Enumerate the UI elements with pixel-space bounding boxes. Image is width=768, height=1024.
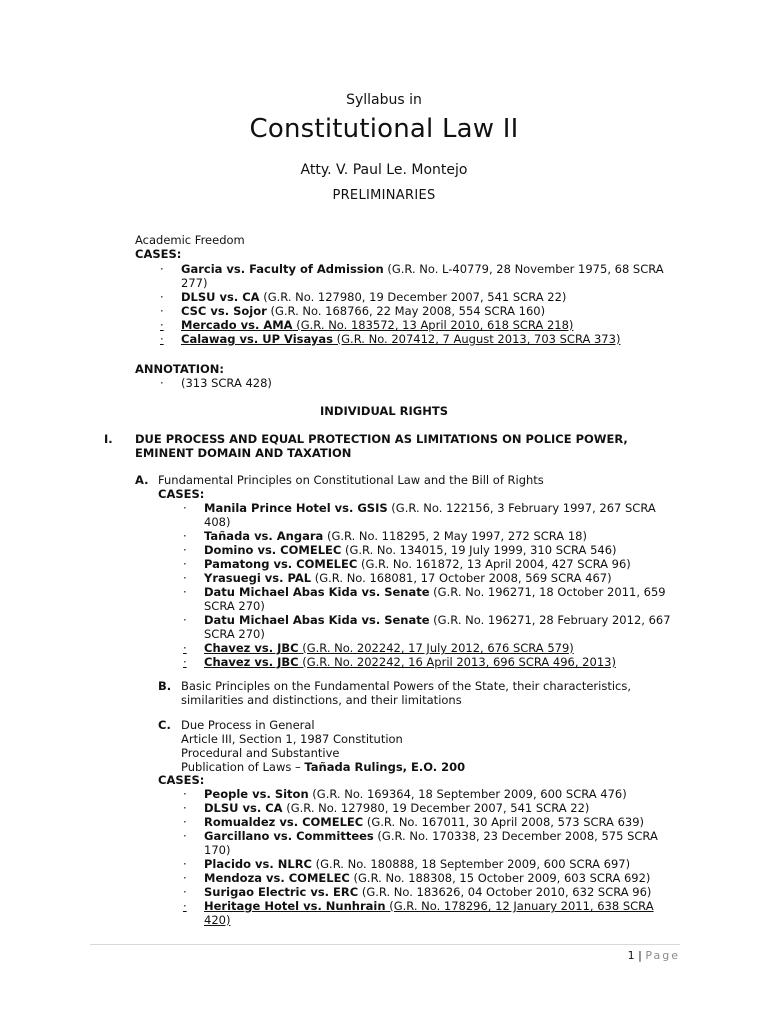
bullet-icon: ·: [183, 613, 187, 627]
section-numeral: I.: [104, 432, 113, 446]
bullet-icon: ·: [183, 801, 187, 815]
part-b-text: Basic Principles on the Fundamental Powers of the State, their characteristics, similarities and distinctions, and their limitations: [181, 679, 631, 707]
bullet-icon: ·: [160, 262, 164, 276]
bullet-icon: ·: [183, 829, 187, 843]
academic-freedom-section: [135, 233, 675, 261]
part-c-case-list: [183, 787, 679, 927]
part-c-line: Procedural and Substantive: [181, 746, 340, 760]
case-name: Manila Prince Hotel vs. GSIS: [204, 501, 388, 515]
page-number: 1: [627, 949, 635, 962]
section-title: DUE PROCESS AND EQUAL PROTECTION AS LIMITATIONS ON POLICE POWER, EMINENT DOMAIN AND TAXATION: [135, 432, 628, 460]
case-name: Calawag vs. UP Visayas: [181, 332, 333, 346]
part-a-case-list: [183, 501, 679, 669]
preliminaries-heading: PRELIMINARIES: [332, 188, 436, 203]
part-c-line: [181, 760, 631, 774]
syllabus-subtitle: Syllabus in: [346, 92, 422, 108]
case-item: [183, 641, 679, 655]
case-name: Yrasuegi vs. PAL: [204, 571, 312, 585]
case-citation: (G.R. No. 168081, 17 October 2008, 569 SCRA 467): [311, 571, 612, 585]
case-citation: (G.R. No. 168766, 22 May 2008, 554 SCRA 160): [266, 304, 546, 318]
publication-prefix: Publication of Laws –: [181, 760, 305, 774]
case-name: Garcillano vs. Committees: [204, 829, 374, 843]
case-name: Tañada vs. Angara: [204, 529, 324, 543]
cases-label: CASES:: [135, 247, 182, 261]
bullet-icon: ·: [183, 857, 187, 871]
annotation-label: ANNOTATION:: [135, 362, 225, 376]
case-item: [183, 655, 679, 669]
case-citation: (G.R. No. 122156, 3 February 1997, 267 SCRA 408): [204, 501, 656, 529]
bullet-icon: ·: [183, 585, 187, 599]
case-name: Garcia vs. Faculty of Admission: [181, 262, 384, 276]
case-citation: (G.R. No. 202242, 16 April 2013, 696 SCRA 496, 2013): [298, 655, 616, 669]
case-name: Domino vs. COMELEC: [204, 543, 342, 557]
academic-freedom-case-list: [160, 262, 671, 346]
case-item: [183, 857, 679, 871]
bullet-icon: ·: [183, 871, 187, 885]
case-citation: (G.R. No. 196271, 28 February 2012, 667 SCRA 270): [204, 613, 671, 641]
bullet-icon: ·: [183, 899, 187, 913]
case-item: [183, 585, 679, 613]
part-a-heading: Fundamental Principles on Constitutional Law and the Bill of Rights: [158, 473, 544, 487]
case-item: [183, 543, 679, 557]
case-name: Romualdez vs. COMELEC: [204, 815, 364, 829]
page-footer: [628, 949, 680, 962]
case-citation: (G.R. No. 188308, 15 October 2009, 603 SCRA 692): [349, 871, 651, 885]
bullet-icon: ·: [183, 501, 187, 515]
case-citation: (G.R. No. 170338, 23 December 2008, 575 SCRA 170): [204, 829, 658, 857]
case-citation: (G.R. No. 183626, 04 October 2010, 632 SCRA 96): [358, 885, 652, 899]
page-label: Page: [645, 949, 680, 962]
bullet-icon: ·: [160, 304, 164, 318]
case-item: [183, 787, 679, 801]
case-item: [183, 829, 679, 857]
case-name: Mendoza vs. COMELEC: [204, 871, 350, 885]
annotation-section: [135, 362, 224, 376]
case-name: Chavez vs. JBC: [204, 655, 299, 669]
footer-divider: [90, 944, 680, 945]
case-item: [160, 304, 671, 318]
author-line: Atty. V. Paul Le. Montejo: [300, 162, 468, 178]
case-citation: (G.R. No. 134015, 19 July 1999, 310 SCRA 546): [341, 543, 617, 557]
annotation-list: [160, 376, 272, 390]
bullet-icon: ·: [183, 815, 187, 829]
case-citation: (G.R. No. 180888, 18 September 2009, 600 SCRA 697): [312, 857, 631, 871]
bullet-icon: ·: [160, 318, 164, 332]
case-item: [183, 885, 679, 899]
case-item: [183, 571, 679, 585]
part-a-letter: A.: [135, 473, 149, 487]
case-name: Datu Michael Abas Kida vs. Senate: [204, 585, 430, 599]
case-item: [183, 801, 679, 815]
case-name: People vs. Siton: [204, 787, 309, 801]
case-item: [183, 815, 679, 829]
case-name: Surigao Electric vs. ERC: [204, 885, 359, 899]
case-citation: (G.R. No. 178296, 12 January 2011, 638 SCRA 420): [204, 899, 654, 927]
part-c-line: Due Process in General: [181, 718, 315, 732]
document-title: Constitutional Law II: [249, 114, 519, 144]
bullet-icon: ·: [183, 557, 187, 571]
bullet-icon: ·: [183, 529, 187, 543]
case-item: [183, 501, 679, 529]
case-name: Chavez vs. JBC: [204, 641, 299, 655]
case-name: Pamatong vs. COMELEC: [204, 557, 358, 571]
case-citation: (G.R. No. L-40779, 28 November 1975, 68 SCRA 277): [181, 262, 664, 290]
cases-label: CASES:: [158, 487, 205, 501]
case-item: [160, 262, 671, 290]
case-citation: (G.R. No. 161872, 13 April 2004, 427 SCRA 96): [357, 557, 631, 571]
case-name: Datu Michael Abas Kida vs. Senate: [204, 613, 430, 627]
tanada-rulings: Tañada Rulings, E.O. 200: [304, 760, 466, 774]
case-item: [160, 290, 671, 304]
case-name: Heritage Hotel vs. Nunhrain: [204, 899, 386, 913]
case-citation: (G.R. No. 196271, 18 October 2011, 659 SCRA 270): [204, 585, 666, 613]
part-c-letter: C.: [158, 718, 171, 732]
part-c-line: Article III, Section 1, 1987 Constitution: [181, 732, 403, 746]
case-item: [183, 899, 679, 927]
case-name: Mercado vs. AMA: [181, 318, 293, 332]
case-name: Placido vs. NLRC: [204, 857, 312, 871]
case-item: [160, 318, 671, 332]
case-citation: (G.R. No. 183572, 13 April 2010, 618 SCRA 218): [292, 318, 574, 332]
part-a-section: [158, 473, 678, 501]
case-name: DLSU vs. CA: [204, 801, 283, 815]
case-item: [183, 557, 679, 571]
part-c-section: [181, 718, 631, 774]
case-citation: (G.R. No. 118295, 2 May 1997, 272 SCRA 18): [323, 529, 587, 543]
academic-freedom-heading: Academic Freedom: [135, 233, 245, 247]
bullet-icon: ·: [183, 787, 187, 801]
bullet-icon: ·: [183, 641, 187, 655]
case-item: [183, 871, 679, 885]
case-name: DLSU vs. CA: [181, 290, 260, 304]
case-item: [160, 332, 671, 346]
case-citation: (G.R. No. 127980, 19 December 2007, 541 SCRA 22): [282, 801, 590, 815]
case-citation: (G.R. No. 207412, 7 August 2013, 703 SCRA 373): [333, 332, 621, 346]
case-citation: (G.R. No. 127980, 19 December 2007, 541 SCRA 22): [259, 290, 567, 304]
bullet-icon: ·: [183, 655, 187, 669]
case-citation: (G.R. No. 167011, 30 April 2008, 573 SCRA 639): [363, 815, 645, 829]
annotation-text: (313 SCRA 428): [181, 376, 272, 390]
cases-label: CASES:: [158, 773, 205, 787]
bullet-icon: ·: [160, 376, 164, 390]
list-item: [160, 376, 272, 390]
footer-separator: |: [638, 949, 642, 962]
case-citation: (G.R. No. 169364, 18 September 2009, 600 SCRA 476): [308, 787, 627, 801]
bullet-icon: ·: [183, 543, 187, 557]
bullet-icon: ·: [160, 290, 164, 304]
case-item: [183, 529, 679, 543]
case-citation: (G.R. No. 202242, 17 July 2012, 676 SCRA 579): [298, 641, 574, 655]
individual-rights-heading: INDIVIDUAL RIGHTS: [320, 404, 448, 418]
bullet-icon: ·: [183, 885, 187, 899]
bullet-icon: ·: [183, 571, 187, 585]
bullet-icon: ·: [160, 332, 164, 346]
part-b-letter: B.: [158, 679, 172, 693]
case-item: [183, 613, 679, 641]
case-name: CSC vs. Sojor: [181, 304, 267, 318]
